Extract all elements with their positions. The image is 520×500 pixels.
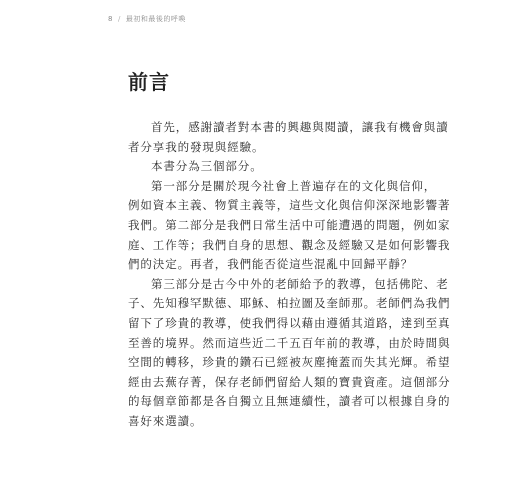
body-text: [128, 118, 451, 432]
text-line: 第三部分是古今中外的老師給予的教導，包括佛陀、老: [151, 276, 449, 291]
text-line: 留下了珍貴的教導，使我們得以藉由遵循其道路，達到至真: [128, 315, 451, 330]
page-number: 8: [108, 15, 113, 23]
text-line: 的每個章節都是各自獨立且無連續性，讀者可以根據自身的: [128, 394, 451, 409]
text-line: 至善的境界。然而這些近二千五百年前的教導，由於時間與: [128, 335, 451, 350]
text-line: 本書分為三個部分。: [151, 159, 263, 174]
header-separator: /: [117, 15, 121, 23]
text-line: 子、先知穆罕默德、耶穌、柏拉圖及奎師那。老師們為我們: [128, 296, 451, 311]
text-line: 喜好來選讀。: [128, 413, 203, 428]
text-line: 者分享我的發現與經驗。: [128, 139, 265, 154]
page-title: 前言: [128, 70, 170, 94]
text-line: 庭、工作等；我們自身的思想、觀念及經驗又是如何影響我: [128, 237, 451, 252]
text-line: 例如資本主義、物質主義等，這些文化與信仰深深地影響著: [128, 198, 451, 213]
text-line: 們的決定。再者，我們能否從這些混亂中回歸平靜？: [128, 257, 414, 272]
text-line: 第一部分是關於現今社會上普遍存在的文化與信仰，: [151, 178, 437, 193]
running-header: [108, 14, 186, 24]
text-line: 首先，感謝讀者對本書的興趣與閱讀，讓我有機會與讀: [151, 120, 449, 134]
text-line: 經由去蕪存菁，保存老師們留給人類的寶貴資產。這個部分: [128, 374, 451, 389]
book-title: 最初和最後的呼喚: [125, 15, 186, 23]
text-line: 空間的轉移，珍貴的鑽石已經被灰塵掩蓋而失其光輝。希望: [128, 355, 451, 370]
text-line: 我們。第二部分是我們日常生活中可能遭遇的問題，例如家: [128, 217, 451, 232]
